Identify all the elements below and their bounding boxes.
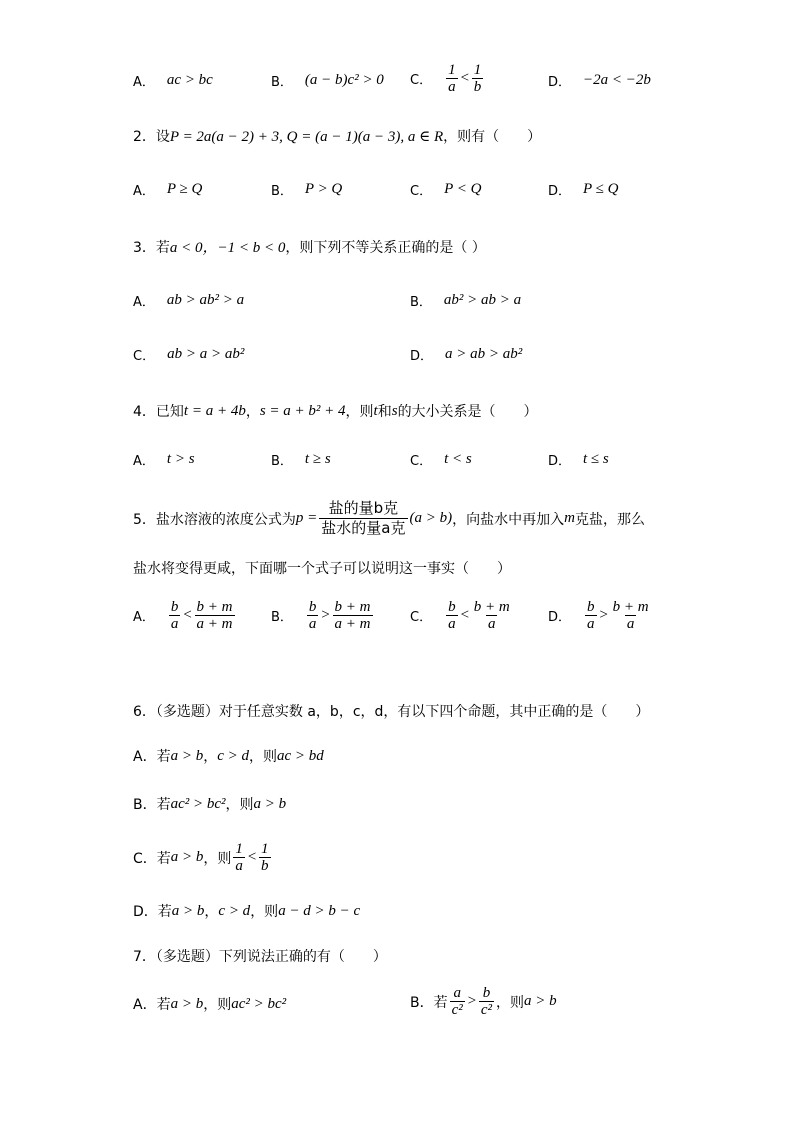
q2-option-d bbox=[548, 180, 618, 199]
option-label: A．若 bbox=[133, 997, 171, 1013]
fraction-numerator: 1 bbox=[448, 62, 456, 78]
option-label: B．若 bbox=[133, 797, 171, 813]
fraction-denominator: a bbox=[448, 616, 456, 632]
question-text: ，向盐水中再加入 bbox=[452, 511, 565, 528]
fraction-numerator: 1 bbox=[473, 62, 482, 78]
option-label: A． bbox=[133, 295, 155, 310]
relation: > bbox=[598, 607, 609, 623]
option-label: C． bbox=[410, 73, 433, 88]
fraction-denominator: 盐水的量a克 bbox=[321, 519, 406, 537]
option-text: ，则 bbox=[225, 797, 254, 813]
option-expr: ab > ab² > a bbox=[166, 292, 245, 308]
option-label: D． bbox=[410, 349, 434, 364]
condition: (a > b) bbox=[409, 510, 453, 526]
q2-option-c bbox=[410, 180, 481, 199]
option-label: D．若 bbox=[133, 904, 172, 920]
q7-option-b bbox=[410, 985, 557, 1018]
option-label: C． bbox=[410, 184, 433, 199]
relation: < bbox=[182, 607, 193, 623]
q3-option-d bbox=[410, 345, 522, 364]
fraction-denominator: a + m bbox=[196, 616, 233, 632]
relation: > bbox=[320, 607, 331, 623]
question-number: 5．盐水溶液的浓度公式为 bbox=[133, 511, 296, 528]
q5-option-a bbox=[133, 599, 237, 632]
question-tail: ，则有（ ） bbox=[443, 129, 542, 145]
fraction-numerator: b + m bbox=[334, 599, 371, 615]
fraction bbox=[233, 841, 245, 874]
relation: < bbox=[459, 70, 470, 86]
relation: < bbox=[459, 607, 470, 623]
option-expr: P ≥ Q bbox=[166, 181, 203, 197]
fraction-denominator: a bbox=[587, 616, 595, 632]
option-expr: ac > bc bbox=[166, 72, 213, 88]
fraction-numerator: 盐的量b克 bbox=[328, 499, 399, 517]
option-label: A． bbox=[133, 610, 155, 625]
fraction-numerator: b bbox=[448, 599, 456, 615]
option-label: B． bbox=[271, 75, 293, 90]
question-number: 3．若 bbox=[133, 239, 170, 256]
fraction bbox=[479, 985, 494, 1018]
q4-option-a bbox=[133, 450, 195, 469]
question-4 bbox=[133, 401, 754, 421]
question-text: 盐水将变得更咸，下面哪一个式子可以说明这一事实（ ） bbox=[133, 561, 511, 577]
option-expr: ab² > ab > a bbox=[443, 292, 522, 308]
option-expr: t < s bbox=[444, 451, 472, 467]
relation: > bbox=[466, 993, 477, 1009]
option-label: C．若 bbox=[133, 850, 171, 867]
q1-option-a bbox=[133, 71, 213, 90]
option-expr: ac > bd bbox=[276, 747, 324, 764]
fraction-numerator: b + m bbox=[473, 599, 510, 615]
q5-option-d bbox=[548, 599, 653, 632]
question-expr: t = a + 4b bbox=[183, 402, 246, 419]
question-number: 4．已知 bbox=[133, 404, 184, 420]
option-label: B． bbox=[271, 184, 293, 199]
fraction-numerator: 1 bbox=[235, 841, 243, 857]
question-text: ，则 bbox=[345, 404, 374, 420]
question-text: 和 bbox=[377, 404, 392, 420]
fraction bbox=[169, 599, 181, 632]
fraction-numerator: b + m bbox=[612, 599, 649, 615]
question-number: 2．设 bbox=[133, 129, 170, 145]
q1-option-c bbox=[410, 62, 485, 95]
question-tail: ，则下列不等关系正确的是（ ） bbox=[285, 239, 486, 256]
q3-option-a bbox=[133, 291, 244, 310]
q6-option-d bbox=[133, 901, 754, 921]
fraction-denominator: a bbox=[170, 616, 179, 632]
question-title: 6．（多选题）对于任意实数 a，b，c，d，有以下四个命题，其中正确的是（ ） bbox=[133, 704, 650, 720]
fraction-denominator: b bbox=[261, 858, 269, 874]
option-expr: a > b bbox=[171, 902, 205, 919]
fraction bbox=[307, 599, 319, 632]
option-expr: c > d bbox=[217, 747, 249, 764]
fraction-denominator: c² bbox=[480, 1002, 493, 1018]
option-label: D． bbox=[548, 454, 572, 469]
q2-option-b bbox=[271, 180, 342, 199]
option-expr: a > b bbox=[170, 747, 204, 764]
fraction bbox=[259, 841, 271, 874]
option-label: B．若 bbox=[410, 994, 448, 1011]
fraction-denominator: a bbox=[308, 616, 317, 632]
option-label: B． bbox=[271, 610, 293, 625]
fraction bbox=[446, 62, 458, 95]
option-expr: t ≤ s bbox=[583, 451, 609, 467]
question-expr: a < 0，−1 < b < 0 bbox=[169, 240, 286, 256]
fraction-denominator: a + m bbox=[334, 616, 371, 632]
q4-option-b bbox=[271, 450, 331, 469]
option-expr: −2a < −2b bbox=[583, 72, 651, 88]
separator: ， bbox=[245, 404, 260, 420]
question-5 bbox=[133, 499, 754, 538]
option-label: D． bbox=[548, 184, 572, 199]
question-tail: 克盐，那么 bbox=[574, 511, 645, 528]
option-text: ，则 bbox=[250, 904, 279, 920]
option-expr: P ≤ Q bbox=[583, 181, 619, 197]
option-expr: P > Q bbox=[304, 181, 343, 197]
q6-option-a bbox=[133, 746, 754, 766]
fraction-numerator: b bbox=[587, 599, 595, 615]
q4-option-d bbox=[548, 450, 609, 469]
fraction bbox=[450, 985, 465, 1018]
option-expr: ab > a > ab² bbox=[167, 346, 245, 362]
option-label: A． bbox=[133, 184, 155, 199]
q7-option-a bbox=[133, 994, 286, 1014]
option-text: ，则 bbox=[496, 994, 525, 1011]
option-label: A． bbox=[133, 454, 155, 469]
question-3 bbox=[133, 236, 754, 257]
fraction-denominator: a bbox=[235, 858, 243, 874]
option-expr: ac² > bc² bbox=[170, 795, 226, 812]
option-label: D． bbox=[548, 75, 572, 90]
fraction bbox=[472, 599, 512, 632]
option-expr: a > b bbox=[253, 795, 287, 812]
option-expr: t > s bbox=[166, 451, 195, 467]
question-5-line-2 bbox=[133, 558, 754, 578]
option-text: ，则 bbox=[248, 749, 277, 765]
option-expr: a > b bbox=[524, 993, 557, 1009]
question-expr: s = a + b² + 4 bbox=[259, 402, 346, 419]
option-label: A． bbox=[133, 75, 155, 90]
fraction-denominator: a bbox=[487, 616, 496, 632]
option-expr: ac² > bc² bbox=[231, 995, 287, 1012]
fraction bbox=[611, 599, 651, 632]
variable-m: m bbox=[564, 510, 575, 526]
fraction-numerator: b bbox=[482, 985, 491, 1001]
question-6 bbox=[133, 701, 754, 721]
question-2 bbox=[133, 126, 754, 146]
q4-option-c bbox=[410, 450, 472, 469]
option-expr: P < Q bbox=[444, 181, 482, 197]
fraction-numerator: b bbox=[170, 599, 179, 615]
fraction-numerator: a bbox=[453, 985, 461, 1001]
option-expr: a > b bbox=[170, 849, 204, 865]
variable-s: s bbox=[391, 402, 398, 419]
option-expr: (a − b)c² > 0 bbox=[304, 72, 384, 88]
question-title: 7．（多选题）下列说法正确的有（ ） bbox=[133, 949, 387, 965]
q6-option-b bbox=[133, 794, 754, 814]
option-expr: a − d > b − c bbox=[278, 902, 361, 919]
option-label: C． bbox=[410, 454, 433, 469]
fraction-denominator: a bbox=[448, 79, 456, 95]
question-expr: P = 2a(a − 2) + 3, Q = (a − 1)(a − 3), a ∈ R bbox=[169, 128, 444, 145]
q6-option-c bbox=[133, 841, 754, 874]
option-label: C． bbox=[133, 349, 156, 364]
fraction-numerator: b bbox=[308, 599, 317, 615]
fraction bbox=[333, 599, 373, 632]
fraction-numerator: b + m bbox=[196, 599, 233, 615]
option-expr: a > b bbox=[170, 995, 204, 1012]
option-label: B． bbox=[271, 454, 293, 469]
relation: < bbox=[246, 849, 258, 865]
q1-option-b bbox=[271, 71, 384, 90]
question-7 bbox=[133, 946, 754, 966]
option-text: ，则 bbox=[203, 850, 232, 867]
fraction bbox=[446, 599, 458, 632]
option-expr: c > d bbox=[218, 902, 251, 919]
variable-t: t bbox=[373, 402, 378, 419]
question-tail: 的大小关系是（ ） bbox=[397, 404, 538, 420]
q1-option-d bbox=[548, 71, 651, 90]
q2-option-a bbox=[133, 180, 202, 199]
q3-option-b bbox=[410, 291, 521, 310]
fraction-numerator: 1 bbox=[261, 841, 269, 857]
option-label: D． bbox=[548, 610, 572, 625]
separator: ， bbox=[203, 749, 218, 765]
separator: ， bbox=[204, 904, 219, 920]
option-label: A．若 bbox=[133, 749, 171, 765]
option-expr: a > ab > ab² bbox=[445, 346, 523, 362]
q5-option-c bbox=[410, 599, 514, 632]
fraction-denominator: b bbox=[473, 79, 482, 95]
fraction bbox=[585, 599, 597, 632]
concentration-fraction bbox=[319, 499, 407, 538]
option-label: B． bbox=[410, 295, 432, 310]
q5-option-b bbox=[271, 599, 375, 632]
option-label: C． bbox=[410, 610, 433, 625]
q3-option-c bbox=[133, 345, 244, 364]
fraction-denominator: c² bbox=[451, 1002, 463, 1018]
fraction bbox=[472, 62, 484, 95]
formula-lhs: p = bbox=[295, 510, 318, 526]
option-expr: t ≥ s bbox=[304, 451, 331, 467]
option-text: ，则 bbox=[203, 997, 232, 1013]
fraction bbox=[195, 599, 235, 632]
fraction-denominator: a bbox=[626, 616, 635, 632]
